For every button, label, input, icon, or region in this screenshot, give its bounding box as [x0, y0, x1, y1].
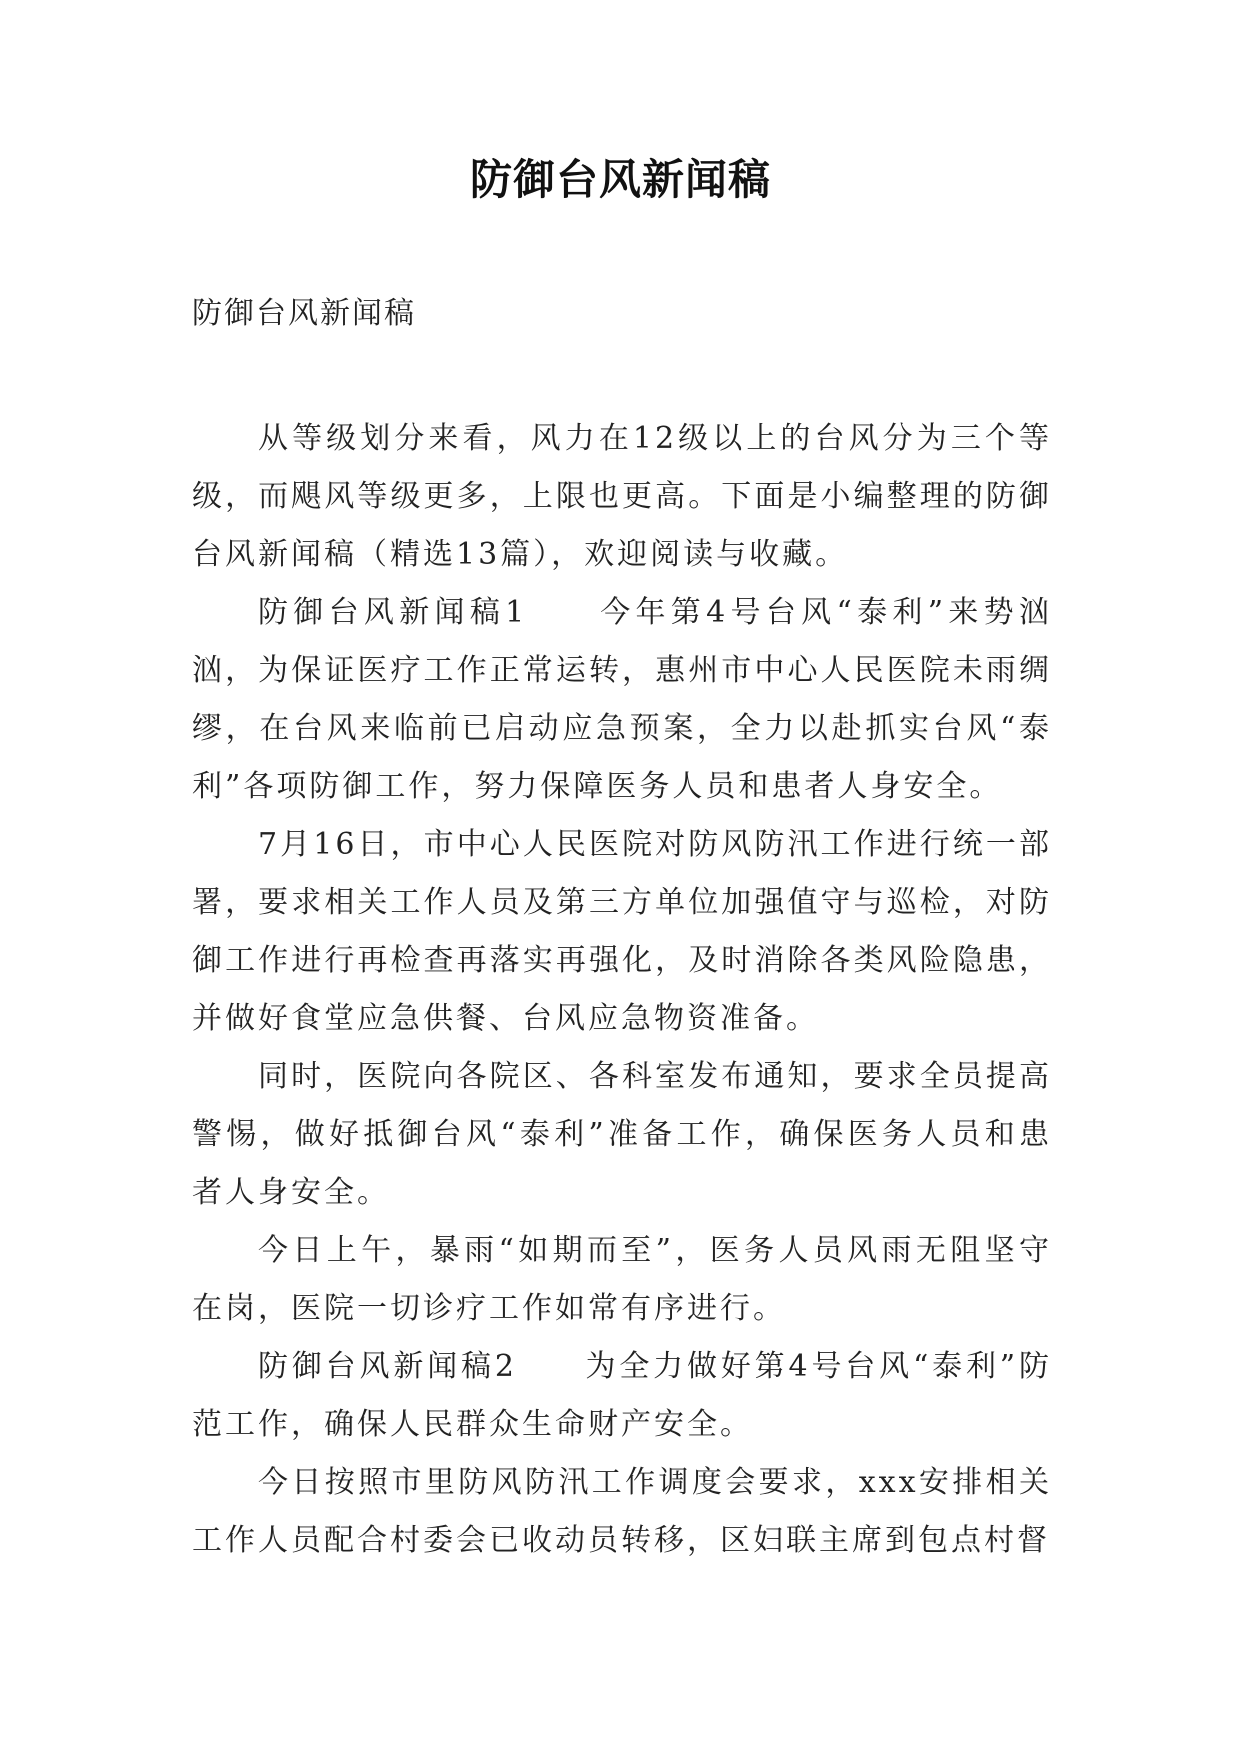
- paragraph: 今日按照市里防风防汛工作调度会要求，xxx安排相关工作人员配合村委会已收动员转移，区妇联主席到包点村督: [192, 1465, 1052, 1558]
- paragraph: 防御台风新闻稿2 为全力做好第4号台风“泰利”防范工作，确保人民群众生命财产安全。: [192, 1349, 1052, 1442]
- paragraph: 7月16日，市中心人民医院对防风防汛工作进行统一部署，要求相关工作人员及第三方单位加强值守与巡检，对防御工作进行再检查再落实再强化，及时消除各类风险隐患，并做好食堂应急供餐、台风应急物资准备。: [192, 827, 1052, 1036]
- paragraph: 今日上午，暴雨“如期而至”，医务人员风雨无阻坚守在岗，医院一切诊疗工作如常有序进行。: [192, 1233, 1052, 1326]
- paragraph: 同时，医院向各院区、各科室发布通知，要求全员提高警惕，做好抵御台风“泰利”准备工作，确保医务人员和患者人身安全。: [192, 1059, 1052, 1210]
- document-body: [192, 410, 1052, 1570]
- paragraph: 从等级划分来看，风力在12级以上的台风分为三个等级，而飓风等级更多，上限也更高。下面是小编整理的防御台风新闻稿（精选13篇），欢迎阅读与收藏。: [192, 421, 1052, 572]
- document-title: 防御台风新闻稿: [469, 155, 771, 204]
- paragraph: 防御台风新闻稿1 今年第4号台风“泰利”来势汹汹，为保证医疗工作正常运转，惠州市中心人民医院未雨绸缪，在台风来临前已启动应急预案，全力以赴抓实台风“泰利”各项防御工作，努力保障医务人员和患者人身安全。: [192, 595, 1052, 804]
- document-subtitle: 防御台风新闻稿: [192, 296, 416, 331]
